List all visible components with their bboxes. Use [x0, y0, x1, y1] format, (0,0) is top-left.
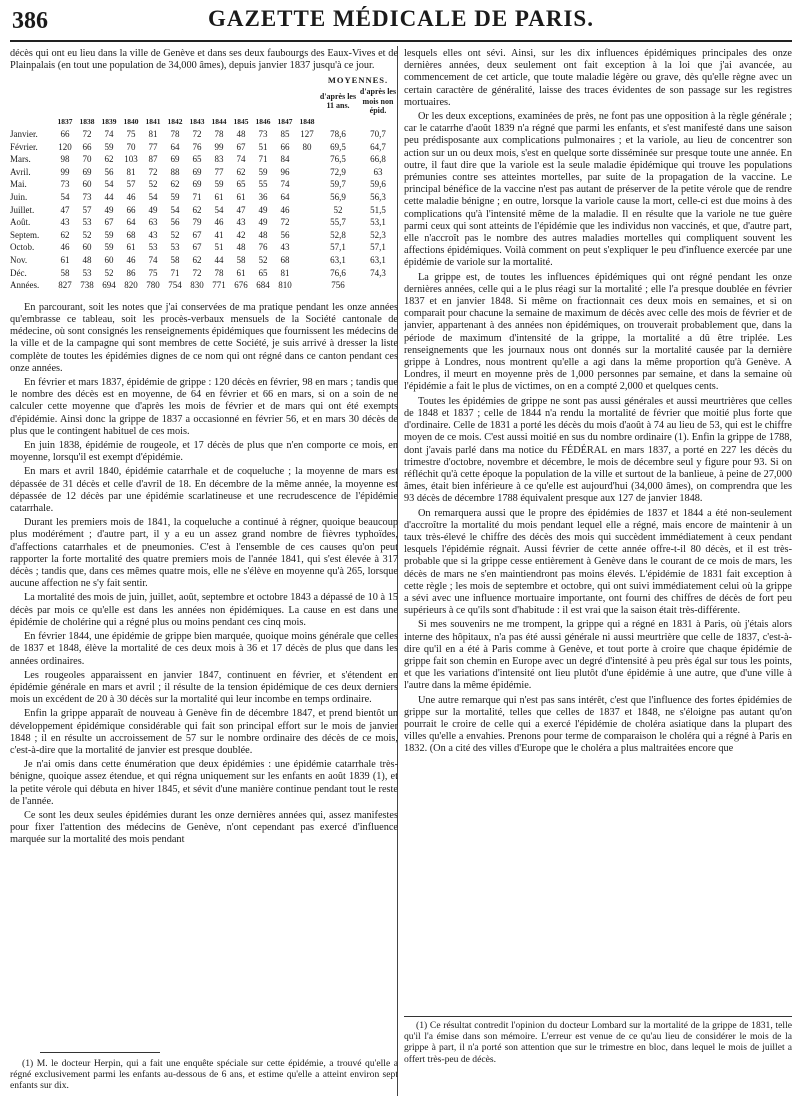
left-footnote: [10, 1058, 398, 1102]
right-paragraph: Une autre remarque qui n'est pas sans intérêt, c'est que l'influence des fortes épidémies de grippe sur la mortalité, telles que celles de 1837 et 1848, ne s'éloigne pas autant qu'on pourrait le croire de celle qui a exercé l'épidémie de choléra asiatique dans la plupart des villes qu'elle a envahies. Prenons pour terme de comparaison le choléra qui a régné à Paris en 1832. (On a cité des villes d'Europe que le choléra a plus maltraitées encore que: [404, 694, 792, 755]
table-row: [10, 254, 398, 267]
month-label: Déc.: [10, 267, 27, 278]
left-paragraph: En mars et avril 1840, épidémie catarrhale et de coqueluche ; la moyenne de mars est dépassée de 31 décès et celle d'avril de 18. En décembre de la même année, la moyenne est dépassée de 12 décès par une épidémie scarlatineuse et une recrudescence de l'épidémie catarrhale.: [10, 466, 398, 515]
table-row: [10, 216, 398, 229]
death-count-cell: 58: [236, 255, 246, 266]
table-row: [10, 191, 398, 204]
death-count-cell: 47: [236, 204, 246, 215]
left-paragraph: Enfin la grippe apparaît de nouveau à Genève fin de décembre 1847, et prend bientôt un développement épidémique considérable qui fait son principal effort sur le mois de janvier 1848 ; il en résulte un accroissement de 57 sur le nombre ordinaire des décès de ce mois, c'est-à-dire que la mortalité de janvier est presque doublée.: [10, 708, 398, 756]
table-row: [10, 204, 398, 217]
death-count-cell: 62: [104, 154, 114, 165]
death-count-cell: 78: [214, 267, 224, 278]
death-count-cell: 60: [82, 242, 92, 253]
death-count-cell: [296, 229, 318, 242]
death-count-cell: 79: [192, 217, 202, 228]
death-count-cell: 84: [280, 154, 290, 165]
page-number: 386: [12, 8, 48, 34]
death-count-cell: 76: [258, 242, 268, 253]
death-count-cell: 72: [192, 129, 202, 140]
death-count-cell: 59: [258, 166, 268, 177]
death-count-cell: 73: [258, 129, 268, 140]
death-count-cell: 78: [170, 129, 180, 140]
year-header: 1844: [211, 116, 227, 126]
average-non-epidemic-cell: 63,1: [370, 255, 386, 266]
death-count-cell: 46: [60, 242, 70, 253]
average-non-epidemic-cell: 64,7: [370, 141, 386, 152]
month-label: Janvier.: [10, 129, 38, 140]
table-row: [10, 178, 398, 191]
death-count-cell: 42: [236, 229, 246, 240]
death-count-cell: 44: [214, 255, 224, 266]
death-count-cell: 85: [280, 129, 290, 140]
death-count-cell: 83: [214, 154, 224, 165]
death-count-cell: 81: [148, 129, 158, 140]
journal-title: GAZETTE MÉDICALE DE PARIS.: [208, 6, 594, 31]
table-row: [10, 241, 398, 254]
left-paragraph: En parcourant, soit les notes que j'ai conservées de ma pratique pendant les onze années qu'embrasse ce tableau, soit les procès-verbaux mensuels de la Société cantonale de médecine, où sont consignés les renseignements épidémiques que fournissent les médecins de la ville et de la campagne qui sont membres de cette Société, je suis arrivé à dresser la liste complète de toutes les épidémies dignes de ce nom qui ont régné dans ce canton pendant ces onze années.: [10, 301, 398, 374]
death-count-cell: 48: [236, 129, 246, 140]
death-count-cell: 56: [280, 229, 290, 240]
death-count-cell: 64: [280, 192, 290, 203]
average-non-epidemic-cell: 66,8: [370, 154, 386, 165]
death-count-cell: 48: [258, 229, 268, 240]
death-count-cell: 65: [236, 179, 246, 190]
average-non-epidemic-header: d'après les mois non épid.: [359, 87, 397, 115]
right-paragraph: Si mes souvenirs ne me trompent, la grippe qui a régné en 1831 à Paris, où j'étais alors interne des hôpitaux, n'a pas été aussi générale ni aussi meurtrière que celle de 1837, c'est-à-dire qu'il en a été à Paris comme à Genève, et tout porte à croire que chaque épidémie de grippe fait son chemin en Europe avec un degré d'intensité à peu près égal sur tous les points, et que les variations d'intensité ont lieu plutôt d'une épidémie à une autre, que d'une ville à l'autre dans la même épidémie.: [404, 619, 792, 692]
average-11-years-cell: 57,1: [330, 242, 346, 253]
death-count-cell: 47: [60, 204, 70, 215]
month-label: Mars.: [10, 154, 31, 165]
death-count-cell: 72: [192, 267, 202, 278]
death-count-cell: 66: [82, 141, 92, 152]
left-paragraph: Les rougeoles apparaissent en janvier 1847, continuent en février, et s'étendent en épidémie générale en mars et avril ; il résulte de la tension épidémique de ces deux derniers mois un excédent de 20 à 30 décès sur la mortalité qui leur incombe en temps ordinaire.: [10, 669, 398, 706]
death-count-cell: 103: [124, 154, 138, 165]
death-count-cell: 67: [236, 141, 246, 152]
death-count-cell: 77: [214, 166, 224, 177]
death-count-cell: 49: [258, 204, 268, 215]
death-count-cell: 64: [126, 217, 136, 228]
death-count-cell: 61: [214, 192, 224, 203]
death-count-cell: 57: [82, 204, 92, 215]
death-count-cell: 66: [126, 204, 136, 215]
death-count-cell: 810: [278, 280, 292, 291]
average-non-epidemic-cell: [358, 279, 398, 292]
page-header: [10, 6, 792, 42]
death-count-cell: [296, 153, 318, 166]
death-count-cell: 780: [146, 280, 160, 291]
table-row: [10, 128, 398, 141]
death-count-cell: 827: [58, 280, 72, 291]
month-label: Octob.: [10, 242, 35, 253]
year-header: 1843: [189, 116, 205, 126]
death-count-cell: 62: [170, 179, 180, 190]
death-count-cell: [296, 204, 318, 217]
average-non-epidemic-cell: 74,3: [370, 267, 386, 278]
death-count-cell: 61: [236, 192, 246, 203]
death-count-cell: 74: [236, 154, 246, 165]
month-label: Avril.: [10, 166, 31, 177]
death-count-cell: 75: [126, 129, 136, 140]
right-footnote: [404, 1020, 792, 1066]
death-count-cell: 54: [104, 179, 114, 190]
year-header: 1839: [101, 116, 117, 126]
death-count-cell: 43: [280, 242, 290, 253]
right-paragraph: Or les deux exceptions, examinées de près, ne font pas une opposition à la règle générale ; car le catarrhe d'août 1839 n'a régné que parmi les enfants, et s'est manifesté dans une saison peu prédisposante aux complications pulmonaires ; et la variole, au lieu de concentrer son action sur un ou deux mois, s'est en quelque sorte disséminée sur presque toute une année. En outre, il faut dire que la variole est la seule maladie épidémique qui trouve les populations prémunies contre ses atteintes mortelles, par suite de la propagation de la vaccine. Le principal bénéfice de la vaccine n'est pas autant de préserver de la petite vérole que de rendre cette maladie bénigne ; en outre, lorsque la variole cause la mort, celle-ci est due moins à des complications qu'à l'intensité même de la maladie. Il en résulte que la variole ne tue guère parmi ceux qui sont atteints de l'épidémie que les individus non vaccinés, et que, d'autre part, elle n'accroît pas le nombre des autres maladies mortelles qui compliquent souvent les affections épidémiques. Voilà comment on peut s'expliquer le peu d'influence exercée par une épidémie de variole sur la mortalité.: [404, 111, 792, 269]
year-header: 1848: [299, 116, 315, 126]
death-count-cell: 69: [192, 166, 202, 177]
left-paragraphs: [10, 302, 398, 847]
death-count-cell: 66: [60, 129, 70, 140]
death-count-cell: 70: [82, 154, 92, 165]
death-count-cell: 59: [104, 229, 114, 240]
death-count-cell: 58: [170, 255, 180, 266]
death-count-cell: 70: [126, 141, 136, 152]
average-non-epidemic-cell: 63: [373, 166, 383, 177]
year-header: 1837: [57, 116, 73, 126]
death-count-cell: 61: [236, 267, 246, 278]
average-11-years-cell: 56,9: [330, 192, 346, 203]
death-count-cell: 86: [126, 267, 136, 278]
left-paragraph: Ce sont les deux seules épidémies durant les onze dernières années qui, assez manifestes pour fixer l'attention des médecins de Genève, n'ont cependant pas exercé d'influence marquée sur la mortalité des mois pendant: [10, 809, 398, 846]
death-count-cell: 44: [104, 192, 114, 203]
death-count-cell: 66: [280, 141, 290, 152]
death-count-cell: 127: [300, 129, 314, 140]
death-count-cell: 120: [58, 141, 72, 152]
death-count-cell: 96: [280, 166, 290, 177]
average-non-epidemic-cell: 56,3: [370, 192, 386, 203]
death-count-cell: 75: [148, 267, 158, 278]
month-label: Février.: [10, 141, 38, 152]
moyennes-header: MOYENNES.: [327, 75, 389, 86]
death-count-cell: 71: [170, 267, 180, 278]
death-count-cell: 43: [236, 217, 246, 228]
death-count-cell: 54: [214, 204, 224, 215]
death-count-cell: 53: [170, 242, 180, 253]
death-count-cell: 59: [170, 192, 180, 203]
death-count-cell: 61: [60, 255, 70, 266]
death-count-cell: 43: [148, 229, 158, 240]
right-paragraph: lesquels elles ont sévi. Ainsi, sur les dix influences épidémiques principales des onze dernières années, deux seulement ont fait exception à la loi que j'ai avancée, au commencement de cet article, que toute maladie légère ou grave, dès qu'elle règne avec un certain caractère de généralité, laisse des traces évidentes de son passage sur les registres mortuaires.: [404, 48, 792, 108]
death-count-cell: 676: [234, 280, 248, 291]
average-non-epidemic-cell: 52,3: [370, 229, 386, 240]
year-header: 1845: [233, 116, 249, 126]
death-count-cell: 54: [148, 192, 158, 203]
right-column: [404, 48, 792, 1048]
death-count-cell: 49: [148, 204, 158, 215]
death-count-cell: 36: [258, 192, 268, 203]
year-header: 1838: [79, 116, 95, 126]
death-count-cell: 43: [60, 217, 70, 228]
average-non-epidemic-cell: 53,1: [370, 217, 386, 228]
month-label: Août.: [10, 217, 31, 228]
death-count-cell: 68: [126, 229, 136, 240]
death-count-cell: 62: [192, 204, 202, 215]
average-11-years-cell: 76,5: [330, 154, 346, 165]
death-count-cell: [296, 254, 318, 267]
year-header: 1846: [255, 116, 271, 126]
death-count-cell: 46: [126, 192, 136, 203]
average-11-years-cell: 52,8: [330, 229, 346, 240]
year-header: 1840: [123, 116, 139, 126]
death-count-cell: 72: [148, 166, 158, 177]
death-count-cell: [296, 191, 318, 204]
death-count-cell: 46: [280, 204, 290, 215]
right-footnote-rule: [404, 1016, 792, 1017]
average-non-epidemic-cell: 57,1: [370, 242, 386, 253]
death-count-cell: 52: [82, 229, 92, 240]
month-label: Septem.: [10, 229, 40, 240]
death-count-cell: 51: [258, 141, 268, 152]
death-count-cell: 48: [236, 242, 246, 253]
death-count-cell: 74: [280, 179, 290, 190]
average-11-years-cell: 59,7: [330, 179, 346, 190]
death-count-cell: 52: [148, 179, 158, 190]
mortality-table: [10, 74, 398, 291]
death-count-cell: 69: [192, 179, 202, 190]
death-count-cell: 67: [192, 242, 202, 253]
average-11-years-cell: 55,7: [330, 217, 346, 228]
left-paragraph: En février 1844, une épidémie de grippe bien marquée, quoique moins générale que celles de 1837 et 1848, élève la mortalité de ces deux mois à 36 et 17 décès de plus que dans les années ordinaires.: [10, 631, 398, 667]
death-count-cell: 49: [104, 204, 114, 215]
average-11-years-cell: 52: [333, 204, 343, 215]
death-count-cell: 73: [82, 192, 92, 203]
death-count-cell: 830: [190, 280, 204, 291]
left-column: [10, 48, 398, 1048]
death-count-cell: [296, 216, 318, 229]
left-paragraph: Je n'ai omis dans cette énumération que deux épidémies : une épidémie catarrhale très-bénigne, quoique assez étendue, et qui régna uniquement sur les enfants en août 1839 (1), et la petite vérole qui débuta en hiver 1845, et sévit d'une manière continue pendant tout le reste de l'année.: [10, 759, 398, 807]
month-label: Juin.: [10, 192, 28, 203]
average-11-years-cell: 756: [331, 280, 345, 291]
death-count-cell: 60: [82, 179, 92, 190]
average-non-epidemic-cell: 51,5: [370, 204, 386, 215]
year-header: 1841: [145, 116, 161, 126]
death-count-cell: 53: [82, 267, 92, 278]
death-count-cell: 46: [214, 217, 224, 228]
right-paragraph: Toutes les épidémies de grippe ne sont pas aussi générales et aussi meurtrières que celles de 1848 et 1837 ; celle de 1844 n'a rendu la mortalité de février que moitié plus forte que d'ordinaire. Celle de 1831 a porté les décès du mois d'août à 74 au lieu de 53, qui est le chiffre moyen de ce mois. C'est aussi moitié en sus du nombre ordinaire (1). Enfin la grippe de 1788, dont j'avais parlé dans ma notice du FÉDÉRAL en mars 1837, a porté en 227 les décès du trimestre d'octobre, novembre et décembre, le mois de décembre seul y figure pour 93. Si on réfléchit qu'à cette époque la population de la ville et surtout de la banlieue, à peine de 27,000 âmes, était bien inférieure à ce qu'elle est aujourd'hui (34,000 âmes), on comprendra que les 93 décès de décembre 1788 équivalent presque aux 127 de janvier 1848.: [404, 395, 792, 505]
average-11-years-cell: 63,1: [330, 255, 346, 266]
left-paragraph: Durant les premiers mois de 1841, la coqueluche a continué à régner, quoique beaucoup plus modérément ; d'autre part, il y a eu un assez grand nombre de fièvres typhoïdes, d'affections catarrhales et de pneumonies. C'est à l'ensemble de ces causes qu'on peut rapporter la forte mortalité des quatre premiers mois de l'année 1841, qui s'est élevée à 317 décès ; tandis que, dans ces mêmes quatre mois, elle ne s'élève en moyenne qu'à 265, lorsque aucune affection ne s'y fait sentir.: [10, 517, 398, 590]
death-count-cell: 48: [82, 255, 92, 266]
death-count-cell: 62: [192, 255, 202, 266]
death-count-cell: 754: [168, 280, 182, 291]
average-11-years-cell: 78,6: [330, 129, 346, 140]
death-count-cell: 67: [104, 217, 114, 228]
death-count-cell: 63: [148, 217, 158, 228]
left-paragraph: En février et mars 1837, épidémie de grippe : 120 décès en février, 98 en mars ; tandis que le nombre des décès est en moyenne, de 64 en février et 66 en mars, si on a soin de ne calculer cette moyenne que d'après les mois de février et de mars qui ont été exempts d'épidémie. Ainsi donc la grippe de 1837 a occasionné en février 56, et en mars 30 décès de plus que le contingent habituel de ces mois.: [10, 377, 398, 437]
death-count-cell: 54: [170, 204, 180, 215]
average-non-epidemic-cell: 70,7: [370, 129, 386, 140]
month-label: Nov.: [10, 255, 28, 266]
death-count-cell: 694: [102, 280, 116, 291]
death-count-cell: [296, 178, 318, 191]
death-count-cell: 738: [80, 280, 94, 291]
death-count-cell: 55: [258, 179, 268, 190]
death-count-cell: 78: [214, 129, 224, 140]
month-label: Années.: [10, 280, 40, 291]
intro-paragraph: décès qui ont eu lieu dans la ville de Genève et dans ses deux faubourgs des Eaux-Vives et de Plainpalais (en tout une population de 34,000 âmes), depuis janvier 1837 jusqu'à ce jour.: [10, 48, 398, 72]
death-count-cell: 65: [192, 154, 202, 165]
left-footnote-text: (1) M. le docteur Herpin, qui a fait une enquête spéciale sur cette épidémie, a trouvé qu'elle a régné exclusivement parmi les enfants au-dessous de 6 ans, et estime qu'elle a atteint environ sept enfants sur dix.: [10, 1058, 398, 1092]
death-count-cell: 60: [104, 255, 114, 266]
death-count-cell: 62: [60, 229, 70, 240]
death-count-cell: 51: [214, 242, 224, 253]
average-11-years-cell: 72,9: [330, 166, 346, 177]
death-count-cell: 54: [60, 192, 70, 203]
month-label: Juillet.: [10, 204, 35, 215]
death-count-cell: 69: [82, 166, 92, 177]
death-count-cell: 820: [124, 280, 138, 291]
death-count-cell: 52: [170, 229, 180, 240]
death-count-cell: 99: [214, 141, 224, 152]
death-count-cell: 62: [236, 166, 246, 177]
death-count-cell: 58: [60, 267, 70, 278]
table-row: [10, 267, 398, 280]
year-header: 1847: [277, 116, 293, 126]
death-count-cell: 53: [148, 242, 158, 253]
month-label: Mai.: [10, 179, 27, 190]
death-count-cell: 80: [302, 141, 312, 152]
death-count-cell: 74: [148, 255, 158, 266]
death-count-cell: 69: [170, 154, 180, 165]
death-count-cell: 67: [192, 229, 202, 240]
death-count-cell: [296, 267, 318, 280]
death-count-cell: 72: [82, 129, 92, 140]
death-count-cell: 59: [104, 242, 114, 253]
death-count-cell: 74: [104, 129, 114, 140]
death-count-cell: 71: [192, 192, 202, 203]
table-row: [10, 141, 398, 154]
death-count-cell: 41: [214, 229, 224, 240]
death-count-cell: 65: [258, 267, 268, 278]
death-count-cell: 61: [126, 242, 136, 253]
average-11-years-cell: 76,6: [330, 267, 346, 278]
table-row: [10, 166, 398, 179]
death-count-cell: 64: [170, 141, 180, 152]
death-count-cell: 87: [148, 154, 158, 165]
death-count-cell: 81: [280, 267, 290, 278]
death-count-cell: 52: [258, 255, 268, 266]
death-count-cell: [296, 241, 318, 254]
death-count-cell: 53: [82, 217, 92, 228]
death-count-cell: 77: [148, 141, 158, 152]
death-count-cell: 76: [192, 141, 202, 152]
death-count-cell: 71: [258, 154, 268, 165]
death-count-cell: 73: [60, 179, 70, 190]
left-paragraph: La mortalité des mois de juin, juillet, août, septembre et octobre 1843 a dépassé de 10 à 15 décès par mois ce qu'elle est dans les années non épidémiques. La cause en est dans une épidémie de cholérine qui a régné plus ou moins pendant ces cinq mois.: [10, 592, 398, 628]
right-paragraphs: [404, 48, 792, 756]
right-paragraph: On remarquera aussi que le propre des épidémies de 1837 et 1844 a été non-seulement d'accroître la mortalité du mois pendant lequel elle a régné, mais encore de maintenir à un taux très-élevé le chiffre des décès des mois qui succèdent immédiatement à ceux pendant lesquels l'épidémie régnait. Aussi février de cette année offre-t-il 80 décès, et il est très-probable que si la grippe cesse entièrement à Genève dans le courant de ce mois de mars, les décès de mars ne s'en maintiendront pas moins élevés. L'épidémie de 1831 fait exception à cette règle ; les mois de septembre et octobre, qui ont suivi immédiatement celui où la grippe a sévi avec une influence mortuaire importante, ont fourni des chiffres de décès de fort peu supérieurs à ce qu'ils sont d'habitude : il est vrai que la saison était très-différente.: [404, 507, 792, 617]
average-11-years-cell: 69,5: [330, 141, 346, 152]
year-header: 1842: [167, 116, 183, 126]
death-count-cell: 46: [126, 255, 136, 266]
death-count-cell: 59: [104, 141, 114, 152]
average-11-years-header: d'après les 11 ans.: [319, 91, 357, 111]
table-row: [10, 153, 398, 166]
death-count-cell: 68: [280, 255, 290, 266]
death-count-cell: 56: [104, 166, 114, 177]
death-count-cell: 81: [126, 166, 136, 177]
death-count-cell: 59: [214, 179, 224, 190]
table-row: [10, 229, 398, 242]
table-row: [10, 279, 398, 292]
right-footnote-text: (1) Ce résultat contredit l'opinion du docteur Lombard sur la mortalité de la grippe de 1831, telle qu'il l'a émise dans son mémoire. L'erreur est venue de ce qu'au lieu de considérer le mois de la grippe à part, il n'a porté son attention que sur le trimestre en bloc, dans lequel le mois de juillet a offert très-peu de décès.: [404, 1020, 792, 1065]
average-non-epidemic-cell: 59,6: [370, 179, 386, 190]
death-count-cell: 57: [126, 179, 136, 190]
death-count-cell: 88: [170, 166, 180, 177]
death-count-cell: 99: [60, 166, 70, 177]
death-count-cell: 72: [280, 217, 290, 228]
death-count-cell: 771: [212, 280, 226, 291]
death-count-cell: 52: [104, 267, 114, 278]
left-paragraph: En juin 1838, épidémie de rougeole, et 17 décès de plus que n'en comporte ce mois, en moyenne, lorsqu'il est exempt d'épidémie.: [10, 440, 398, 464]
death-count-cell: [296, 166, 318, 179]
death-count-cell: 49: [258, 217, 268, 228]
death-count-cell: 684: [256, 280, 270, 291]
death-count-cell: [296, 279, 318, 292]
death-count-cell: 56: [170, 217, 180, 228]
left-footnote-rule: [40, 1052, 160, 1053]
right-paragraph: La grippe est, de toutes les influences épidémiques qui ont régné pendant les onze dernières années, celle qui a le plus réagi sur la mortalité ; elle l'a presque doublée en février 1837 et en janvier 1848. Si même on fractionnait ces deux mois en semaines, et si on comparait pour chacune la semaine de maximum de décès avec celle des mois de février et de janvier, appartenant à des années non épidémiques, on trouverait probablement que, dans la période de maximum d'intensité de la grippe, la mortalité a dû être triplée. Les renseignements que les journaux nous ont donnés sur la mortalité causée par la dernière grippe à Londres, nous montrent qu'elle a agi dans la même proportion qu'à Genève. A Londres, il meurt en moyenne près de 1,000 personnes par semaine, et dans la semaine où l'épidémie a fait le plus de victimes, on en a compté 2,000 et quelques cents.: [404, 271, 792, 393]
death-count-cell: 98: [60, 154, 70, 165]
